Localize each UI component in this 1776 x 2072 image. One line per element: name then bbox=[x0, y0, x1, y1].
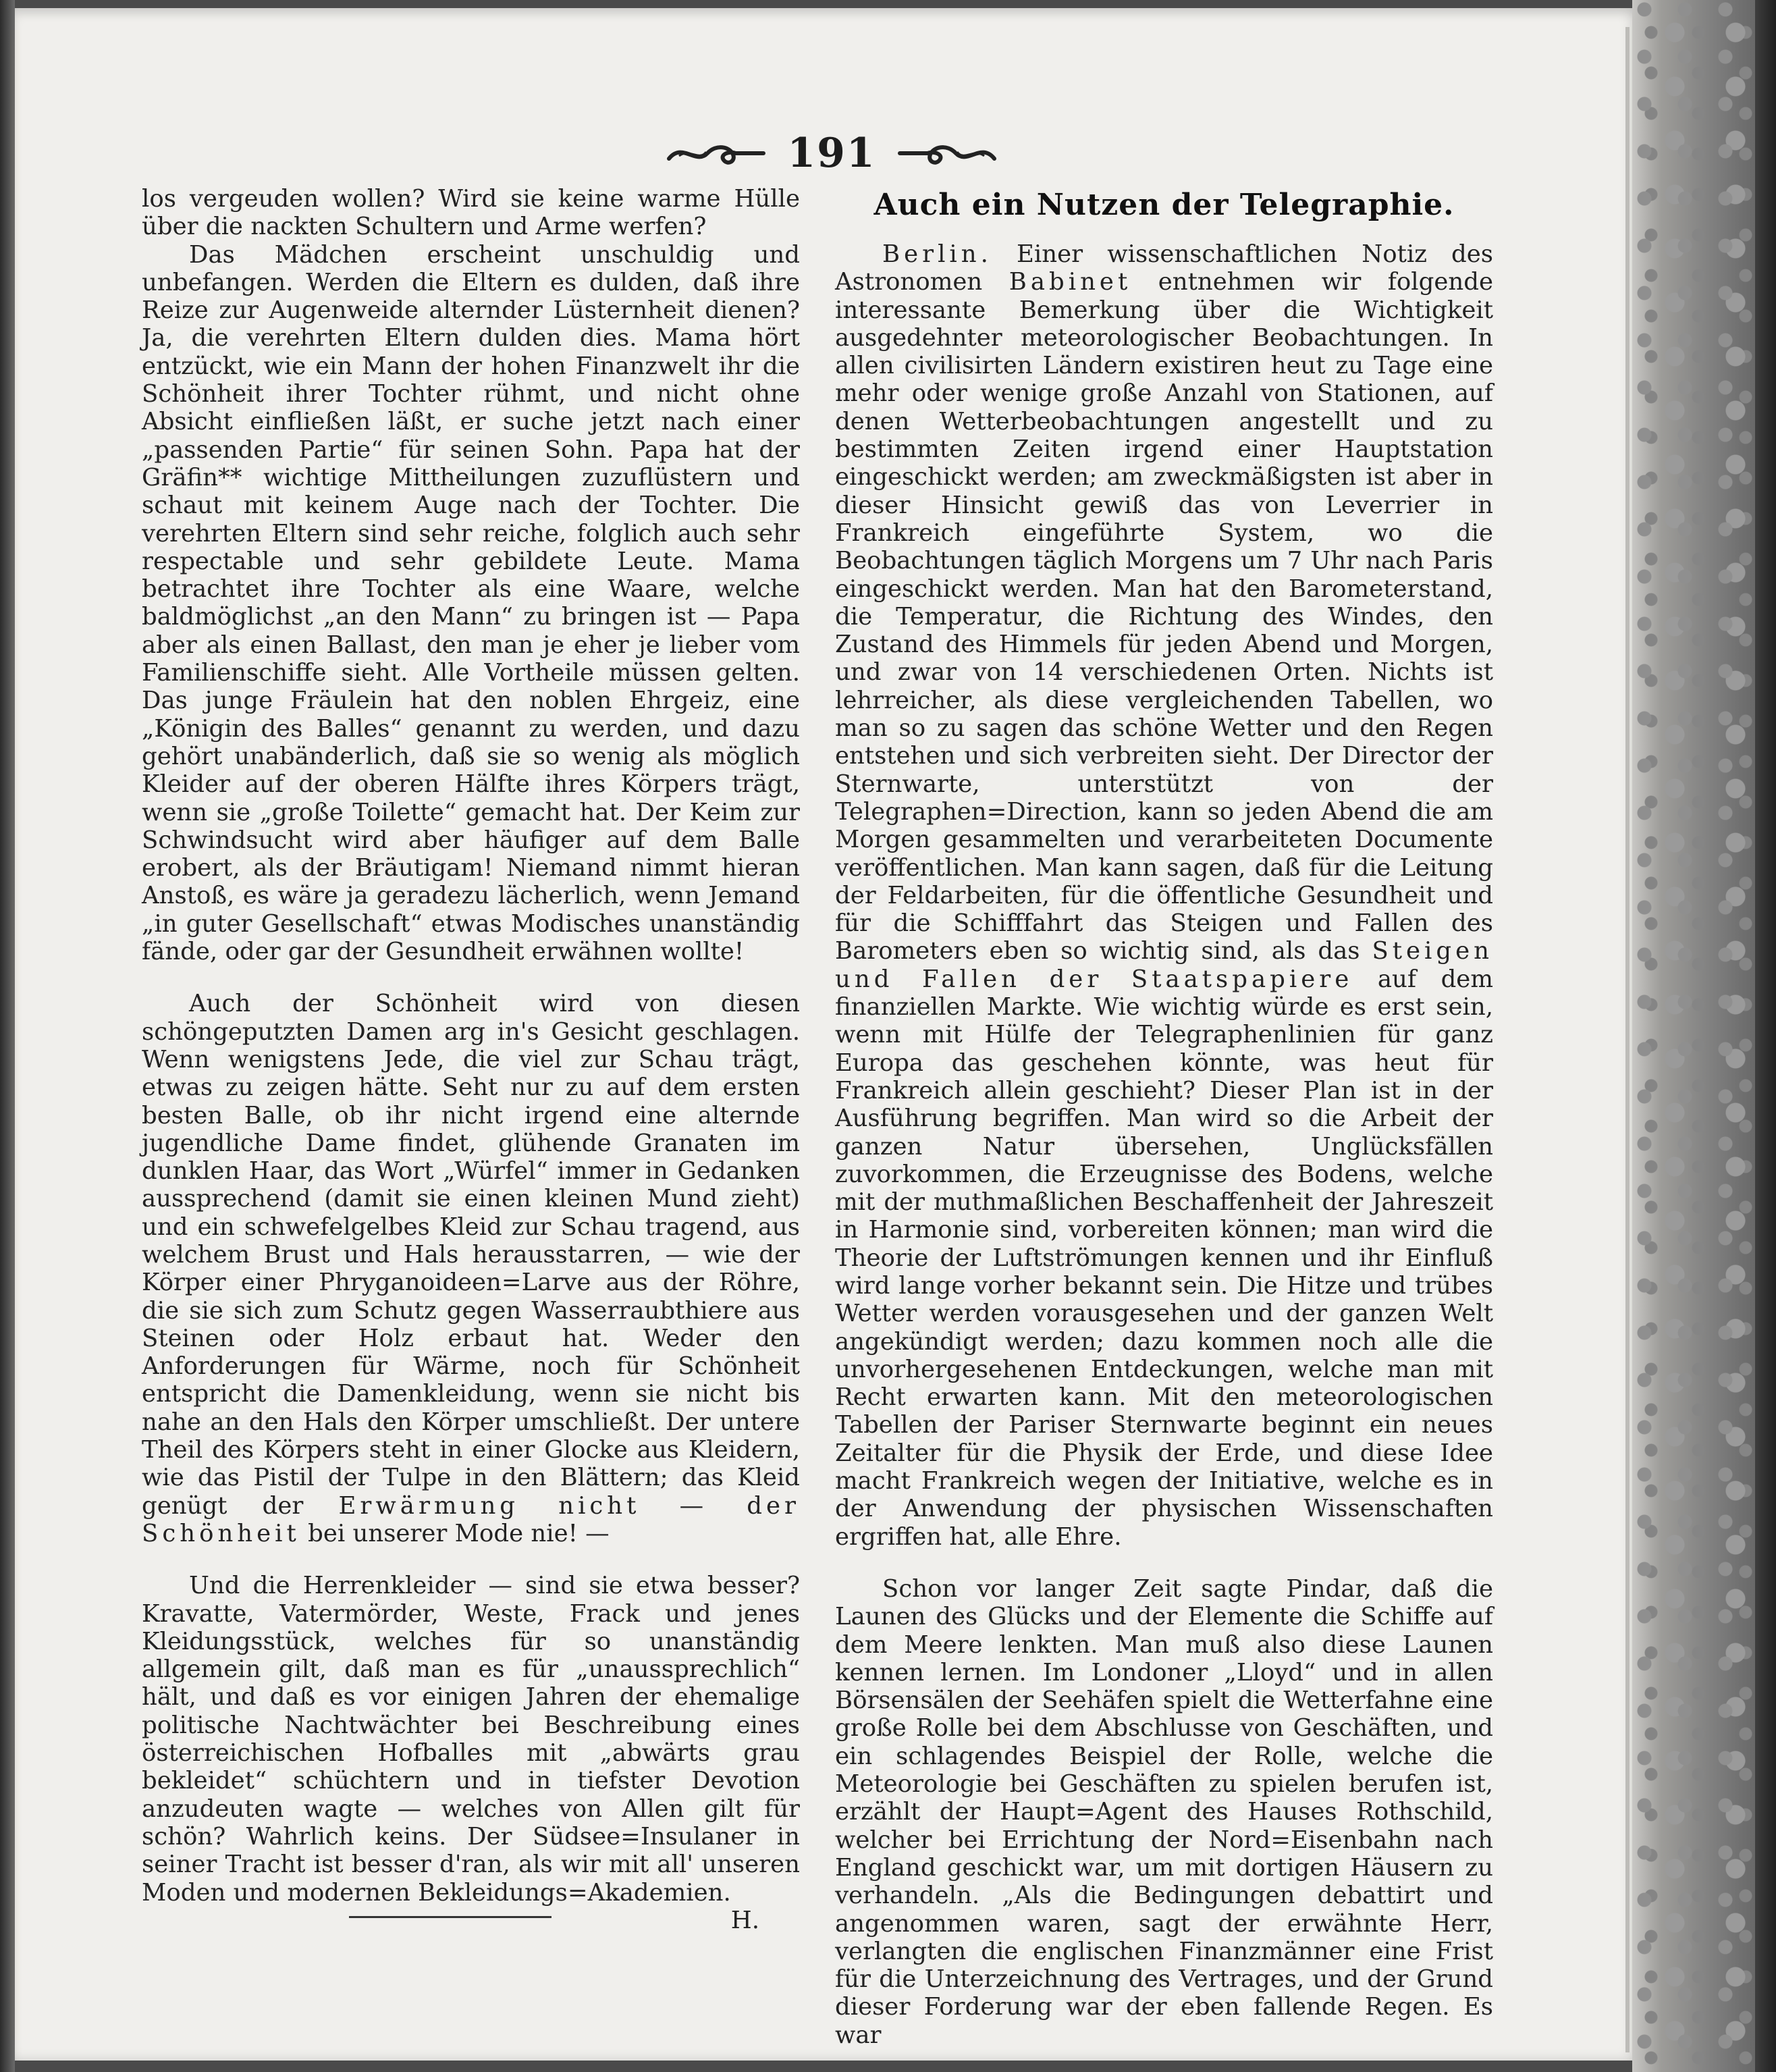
paragraph-telegraphy-intro: Einer wissenschaftlichen Notiz des Astronomen bbox=[835, 240, 1493, 296]
left-text-column bbox=[142, 185, 800, 1934]
paragraph-girl-and-parents: Das Mädchen erscheint unschuldig und unbefangen. Werden die Eltern es dulden, daß ihre Reize zur Augenweide alternder Lüsternheit dienen? Ja, die verehrten Eltern dulden dies. Mama hört entzückt, wie ein Mann der hohen Finanzwelt ihr die Schönheit ihrer Tochter rühmt, und nicht ohne Absicht einfließen läßt, er suche jetzt nach einer „passenden Partie“ für seinen Sohn. Papa hat der Gräfin** wichtige Mittheilungen zuzuflüstern und schaut mit keinem Auge nach der Tochter. Die verehrten Eltern sind sehr reiche, folglich auch sehr respectable und sehr gebildete Leute. Mama betrachtet ihre Tochter als eine Waare, welche baldmöglichst „an den Mann“ zu bringen ist — Papa aber als einen Ballast, den man je eher je lieber vom Familienschiffe sieht. Alle Vortheile müssen gelten. Das junge Fräulein hat den noblen Ehrgeiz, eine „Königin des Balles“ genannt zu werden, und dazu gehört unabänderlich, daß sie so wenig als möglich Kleider auf der oberen Hälfte ihres Körpers trägt, wenn sie „große Toilette“ gemacht hat. Der Keim zur Schwindsucht wird aber häufiger auf dem Balle erobert, als der Bräutigam! Niemand nimmt hieran Anstoß, es wäre ja geradezu lächerlich, wenn Jemand „in guter Gesellschaft“ etwas Modisches unanständig fände, oder gar der Gesundheit erwähnen wollte! bbox=[142, 240, 800, 966]
article-title: Auch ein Nutzen der Telegraphie. bbox=[873, 188, 1455, 222]
paragraph-mens-clothing bbox=[142, 1572, 800, 1934]
right-flourish-ornament bbox=[896, 138, 998, 168]
paragraph-pindar: Schon vor langer Zeit sagte Pindar, daß die Launen des Glücks und der Elemente die Schiffe auf dem Meere lenkten. Man muß also diese Launen kennen lernen. Im Londoner „Lloyd“ und in allen Börsensälen der Seehäfen spielt die Wetterfahne eine große Rolle bei dem Abschlusse von Geschäften, und ein schlagendes Beispiel der Rolle, welche die Meteorologie bei Geschäften zu spielen berufen ist, erzählt der Haupt=Agent des Hauses Rothschild, welcher bei Errichtung der Nord=Eisenbahn nach England geschickt war, um mit dortigen Häusern zu verhandeln. „Als die Bedingungen debattirt und angenommen waren, sagt der erwähnte Herr, verlangten die englischen Finanzmänner eine Frist für die Unterzeichnung des Vertrages, und der Grund dieser Forderung war der eben fallende Regen. Es war bbox=[835, 1574, 1493, 2049]
paragraph-telegraphy-end: auf dem finanziellen Markte. Wie wichtig würde es erst sein, wenn mit Hülfe der Telegraphenlinien für ganz Europa das geschehen könnte, was heut für Frankreich allein geschieht? Dieser Plan ist in der Ausführung begriffen. Man wird so die Arbeit der ganzen Natur übersehen, Unglücksfällen zuvorkommen, die Erzeugnisse des Bodens, welche mit der muthmaßlichen Beschaffenheit der Jahreszeit in Harmonie sind, vorbereiten können; man wird die Theorie der Luftströmungen kennen und ihr Einfluß wird lange vorher bekannt sein. Die Hitze und trübes Wetter werden vorausgesehen und der ganzen Welt angekündigt werden; dazu kommen noch alle die unvorhergesehenen Entdeckungen, welche man mit Recht erwarten kann. Mit den meteorologischen Tabellen der Pariser Sternwarte beginnt ein neues Zeitalter für die Physik der Erde, und diese Idee macht Frankreich wegen der Initiative, welche es in der Anwendung der physischen Wissenschaften ergriffen hat, alle Ehre. bbox=[835, 965, 1493, 1551]
paragraph-continuation: los vergeuden wollen? Wird sie keine warme Hülle über die nackten Schultern und Arme werfen? bbox=[142, 185, 800, 241]
page-edge bbox=[1625, 27, 1630, 2052]
page-number: 191 bbox=[787, 130, 876, 177]
paragraph-spacer bbox=[835, 1551, 1493, 1575]
right-text-column bbox=[835, 185, 1493, 2049]
page-header bbox=[656, 123, 1007, 184]
book-page bbox=[15, 8, 1638, 2061]
book-gutter-edge bbox=[0, 0, 15, 2072]
astronomer-name: Babinet bbox=[1008, 268, 1132, 296]
paragraph-telegraphy-body: entnehmen wir folgende interessante Bemerkung über die Wichtigkeit ausgedehnter meteorologischer Beobachtungen. In allen civilisirten Ländern existiren heut zu Tage eine mehr oder wenige große Anzahl von Stationen, auf denen Wetterbeobachtungen angestellt und zu bestimmten Zeiten irgend einer Hauptstation eingeschickt werden; am zweckmäßigsten ist aber in dieser Hinsicht gewiß das von Leverrier in Frankreich eingeführte System, wo die Beobachtungen täglich Morgens um 7 Uhr nach Paris eingeschickt werden. Man hat den Barometerstand, die Temperatur, die Richtung des Windes, den Zustand des Himmels für jeden Abend und Morgen, und zwar von 14 verschiedenen Orten. Nichts ist lehrreicher, als diese vergleichenden Tabellen, wo man so zu sagen das schöne Wetter und den Regen entstehen und sich verbreiten sieht. Der Director der Sternwarte, unterstützt von der Telegraphen=Direction, kann so jeden Abend die am Morgen gesammelten und verarbeiteten Documente veröffentlichen. Man kann sagen, daß für die Leitung der Feldarbeiten, für die öffentliche Gesundheit und für die Schifffahrt das Steigen und Fallen des Barometers eben so wichtig sind, als das bbox=[835, 268, 1493, 965]
paragraph-beauty-end: bei unserer Mode nie! — bbox=[308, 1519, 610, 1547]
author-signature: H. bbox=[730, 1906, 759, 1934]
paragraph-beauty bbox=[142, 990, 800, 1547]
paragraph-telegraphy-spaced-text: Steigen und Fallen der Staatspapiere bbox=[835, 937, 1493, 993]
left-flourish-ornament bbox=[666, 138, 767, 168]
paragraph-beauty-spaced-text: Erwärmung nicht — der Schönheit bbox=[142, 1491, 800, 1547]
paragraph-spacer bbox=[142, 965, 800, 990]
cover-edge bbox=[1755, 0, 1776, 2072]
section-end-rule bbox=[349, 1916, 551, 1918]
dateline-city: Berlin. bbox=[882, 240, 992, 268]
paragraph-beauty-text: Auch der Schönheit wird von diesen schöngeputzten Damen arg in's Gesicht geschlagen. Wenn wenigstens Jede, die viel zur Schau trägt, etwas zu zeigen hätte. Seht nur zu auf dem ersten besten Balle, ob ihr nicht irgend eine alternde jugendliche Dame findet, glühende Granaten im dunklen Haar, das Wort „Würfel“ immer in Gedanken aussprechend (damit sie einen kleinen Mund zieht) und ein schwefelgelbes Kleid zur Schau tragend, aus welchem Brust und Hals herausstarren, — wie der Körper einer Phryganoideen=Larve aus der Röhre, die sie sich zum Schutz gegen Wasserraubthiere aus Steinen oder Holz erbaut hat. Weder den Anforderungen für Wärme, noch für Schönheit entspricht die Damenkleidung, wenn sie nicht bis nahe an den Hals den Körper umschließt. Der untere Theil des Körpers steht in einer Glocke aus Kleidern, wie das Pistil der Tulpe in den Blättern; das Kleid genügt der bbox=[142, 990, 800, 1520]
paragraph-mens-clothing-text: Und die Herrenkleider — sind sie etwa besser? Kravatte, Vatermörder, Weste, Frack und jenes Kleidungsstück, welches für so unanständig allgemein gilt, daß man es für „unaussprechlich“ hält, und daß es vor einigen Jahren der ehemalige politische Nachtwächter bei Beschreibung eines österreichischen Hofballes mit „abwärts grau bekleidet“ schüchtern und in tiefster Devotion anzudeuten wagte — welches von Allen gilt für schön? Wahrlich keins. Der Südsee=Insulaner in seiner Tracht ist besser d'ran, als wir mit all' unseren Moden und modernen Bekleidungs=Akademien. bbox=[142, 1572, 800, 1907]
paragraph-telegraphy bbox=[835, 240, 1493, 1551]
paragraph-spacer bbox=[142, 1547, 800, 1572]
